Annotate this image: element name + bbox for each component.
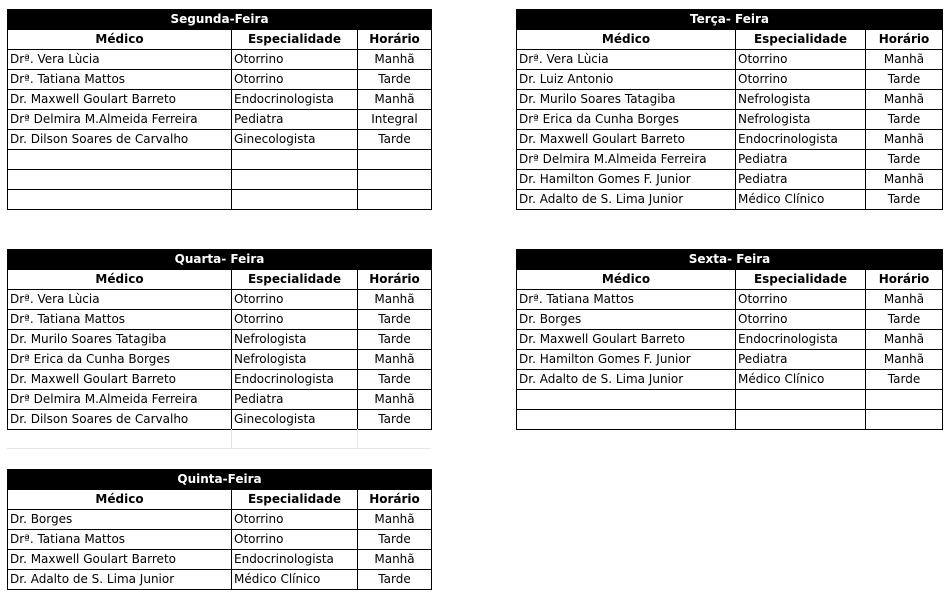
cell-medico: Drª Delmira M.Almeida Ferreira <box>517 150 736 170</box>
col-header-especialidade: Especialidade <box>232 270 358 290</box>
col-header-medico: Médico <box>517 270 736 290</box>
cell-medico: Dr. Maxwell Goulart Barreto <box>517 330 736 350</box>
cell-horario: Manhã <box>866 50 943 70</box>
cell-especialidade: Médico Clínico <box>232 570 358 590</box>
table-row-empty <box>8 190 432 210</box>
cell-especialidade: Ginecologista <box>232 410 358 430</box>
cell-medico <box>517 410 736 430</box>
cell-especialidade: Endocrinologista <box>232 90 358 110</box>
col-header-horario: Horário <box>358 490 432 510</box>
cell-especialidade: Endocrinologista <box>232 370 358 390</box>
table-row <box>8 550 432 570</box>
cell-horario: Manhã <box>358 510 432 530</box>
cell-medico: Dr. Maxwell Goulart Barreto <box>8 370 232 390</box>
cell-medico: Drª Delmira M.Almeida Ferreira <box>8 110 232 130</box>
table-row <box>8 90 432 110</box>
cell-horario: Integral <box>358 110 432 130</box>
cell-especialidade: Pediatra <box>232 390 358 410</box>
cell-especialidade: Pediatra <box>736 170 866 190</box>
cell-horario: Manhã <box>866 290 943 310</box>
cell-especialidade: Endocrinologista <box>736 130 866 150</box>
cell-horario: Manhã <box>358 50 432 70</box>
cell-horario: Manhã <box>866 330 943 350</box>
table-row <box>8 70 432 90</box>
cell-horario: Tarde <box>866 110 943 130</box>
cell-medico: Dr. Dilson Soares de Carvalho <box>8 130 232 150</box>
table-sexta <box>516 249 943 430</box>
table-row <box>8 350 432 370</box>
cell-horario: Tarde <box>866 150 943 170</box>
col-header-horario: Horário <box>866 30 943 50</box>
table-row <box>8 130 432 150</box>
table-title: Terça- Feira <box>517 10 943 30</box>
cell-medico: Drª. Vera Lùcia <box>8 290 232 310</box>
cell-especialidade: Médico Clínico <box>736 190 866 210</box>
cell-horario: Tarde <box>358 310 432 330</box>
cell-horario: Manhã <box>358 350 432 370</box>
col-header-medico: Médico <box>517 30 736 50</box>
cell-horario: Manhã <box>866 90 943 110</box>
cell-medico: Dr. Borges <box>8 510 232 530</box>
table-row <box>517 330 943 350</box>
table-row <box>517 190 943 210</box>
cell-horario: Tarde <box>358 70 432 90</box>
table-row <box>8 530 432 550</box>
cell-especialidade: Ginecologista <box>232 130 358 150</box>
table-terca <box>516 9 943 210</box>
cell-especialidade: Otorrino <box>232 510 358 530</box>
cell-medico: Drª. Vera Lùcia <box>8 50 232 70</box>
cell-especialidade: Otorrino <box>736 310 866 330</box>
cell-horario: Tarde <box>358 570 432 590</box>
cell-especialidade: Endocrinologista <box>736 330 866 350</box>
cell-especialidade <box>232 150 358 170</box>
cell-horario: Manhã <box>866 170 943 190</box>
table-row <box>517 370 943 390</box>
col-header-especialidade: Especialidade <box>736 270 866 290</box>
cell-medico <box>8 190 232 210</box>
cell-especialidade: Nefrologista <box>232 330 358 350</box>
col-header-horario: Horário <box>866 270 943 290</box>
cell-especialidade <box>736 410 866 430</box>
cell-medico: Drª. Vera Lùcia <box>517 50 736 70</box>
cell-especialidade: Otorrino <box>232 290 358 310</box>
cell-horario <box>866 390 943 410</box>
cell-medico: Drª Erica da Cunha Borges <box>8 350 232 370</box>
cell-horario: Manhã <box>358 550 432 570</box>
table-row <box>8 570 432 590</box>
table-row <box>8 330 432 350</box>
table-quarta <box>7 249 432 430</box>
cell-medico: Drª. Tatiana Mattos <box>8 530 232 550</box>
table-row <box>517 130 943 150</box>
table-row <box>517 290 943 310</box>
cell-horario: Manhã <box>358 390 432 410</box>
table-row-empty <box>517 390 943 410</box>
cell-medico: Dr. Hamilton Gomes F. Junior <box>517 170 736 190</box>
table-row <box>8 370 432 390</box>
table-row <box>517 150 943 170</box>
cell-especialidade: Otorrino <box>232 50 358 70</box>
table-row <box>8 290 432 310</box>
cell-especialidade: Otorrino <box>232 530 358 550</box>
col-header-medico: Médico <box>8 490 232 510</box>
table-title: Quinta-Feira <box>8 470 432 490</box>
table-row-empty <box>517 410 943 430</box>
table-row <box>8 50 432 70</box>
cell-especialidade: Otorrino <box>736 70 866 90</box>
table-row <box>8 410 432 430</box>
cell-horario: Manhã <box>866 130 943 150</box>
cell-especialidade: Nefrologista <box>736 110 866 130</box>
table-row <box>8 310 432 330</box>
cell-horario: Tarde <box>358 530 432 550</box>
empty-cell <box>7 429 231 449</box>
table-row <box>517 70 943 90</box>
cell-especialidade: Pediatra <box>736 350 866 370</box>
cell-horario: Manhã <box>358 90 432 110</box>
table-quinta <box>7 469 432 590</box>
cell-horario: Tarde <box>866 70 943 90</box>
cell-especialidade: Endocrinologista <box>232 550 358 570</box>
table-row <box>517 350 943 370</box>
table-row <box>8 510 432 530</box>
table-row <box>8 110 432 130</box>
cell-medico: Dr. Adalto de S. Lima Junior <box>517 370 736 390</box>
cell-medico: Dr. Murilo Soares Tatagiba <box>517 90 736 110</box>
cell-especialidade: Nefrologista <box>232 350 358 370</box>
table-title: Quarta- Feira <box>8 250 432 270</box>
cell-medico: Dr. Maxwell Goulart Barreto <box>8 550 232 570</box>
cell-especialidade <box>736 390 866 410</box>
col-header-especialidade: Especialidade <box>232 30 358 50</box>
table-row <box>517 90 943 110</box>
empty-cell <box>357 429 431 449</box>
cell-especialidade <box>232 190 358 210</box>
cell-medico: Dr. Adalto de S. Lima Junior <box>8 570 232 590</box>
cell-horario: Tarde <box>358 410 432 430</box>
table-row <box>517 170 943 190</box>
table-row <box>8 390 432 410</box>
cell-horario: Manhã <box>866 350 943 370</box>
cell-medico: Dr. Dilson Soares de Carvalho <box>8 410 232 430</box>
cell-especialidade: Otorrino <box>232 70 358 90</box>
cell-medico <box>517 390 736 410</box>
table-segunda <box>7 9 432 210</box>
cell-medico: Dr. Murilo Soares Tatagiba <box>8 330 232 350</box>
cell-horario: Tarde <box>866 370 943 390</box>
cell-medico <box>8 150 232 170</box>
cell-especialidade: Otorrino <box>232 310 358 330</box>
col-header-horario: Horário <box>358 30 432 50</box>
col-header-medico: Médico <box>8 30 232 50</box>
cell-especialidade: Pediatra <box>232 110 358 130</box>
cell-horario <box>358 190 432 210</box>
cell-horario <box>358 170 432 190</box>
cell-medico <box>8 170 232 190</box>
cell-medico: Dr. Luiz Antonio <box>517 70 736 90</box>
cell-horario: Tarde <box>358 130 432 150</box>
cell-especialidade: Pediatra <box>736 150 866 170</box>
table-title: Sexta- Feira <box>517 250 943 270</box>
cell-especialidade: Otorrino <box>736 50 866 70</box>
cell-especialidade: Otorrino <box>736 290 866 310</box>
empty-cell <box>231 429 357 449</box>
cell-medico: Dr. Maxwell Goulart Barreto <box>517 130 736 150</box>
cell-horario: Tarde <box>866 310 943 330</box>
cell-medico: Dr. Adalto de S. Lima Junior <box>517 190 736 210</box>
cell-medico: Drª. Tatiana Mattos <box>8 310 232 330</box>
cell-medico: Dr. Maxwell Goulart Barreto <box>8 90 232 110</box>
cell-medico: Drª Erica da Cunha Borges <box>517 110 736 130</box>
cell-especialidade: Médico Clínico <box>736 370 866 390</box>
cell-especialidade: Nefrologista <box>736 90 866 110</box>
table-row <box>517 50 943 70</box>
cell-medico: Dr. Hamilton Gomes F. Junior <box>517 350 736 370</box>
table-row <box>517 110 943 130</box>
cell-horario: Tarde <box>358 370 432 390</box>
cell-horario: Manhã <box>358 290 432 310</box>
table-row-empty <box>8 170 432 190</box>
col-header-especialidade: Especialidade <box>736 30 866 50</box>
col-header-horario: Horário <box>358 270 432 290</box>
spreadsheet-gridline-row <box>7 429 431 449</box>
table-row-empty <box>8 150 432 170</box>
cell-medico: Dr. Borges <box>517 310 736 330</box>
cell-horario: Tarde <box>358 330 432 350</box>
col-header-medico: Médico <box>8 270 232 290</box>
cell-medico: Drª Delmira M.Almeida Ferreira <box>8 390 232 410</box>
cell-medico: Drª. Tatiana Mattos <box>517 290 736 310</box>
cell-especialidade <box>232 170 358 190</box>
col-header-especialidade: Especialidade <box>232 490 358 510</box>
cell-medico: Drª. Tatiana Mattos <box>8 70 232 90</box>
cell-horario: Tarde <box>866 190 943 210</box>
table-title: Segunda-Feira <box>8 10 432 30</box>
table-row <box>517 310 943 330</box>
cell-horario <box>866 410 943 430</box>
cell-horario <box>358 150 432 170</box>
